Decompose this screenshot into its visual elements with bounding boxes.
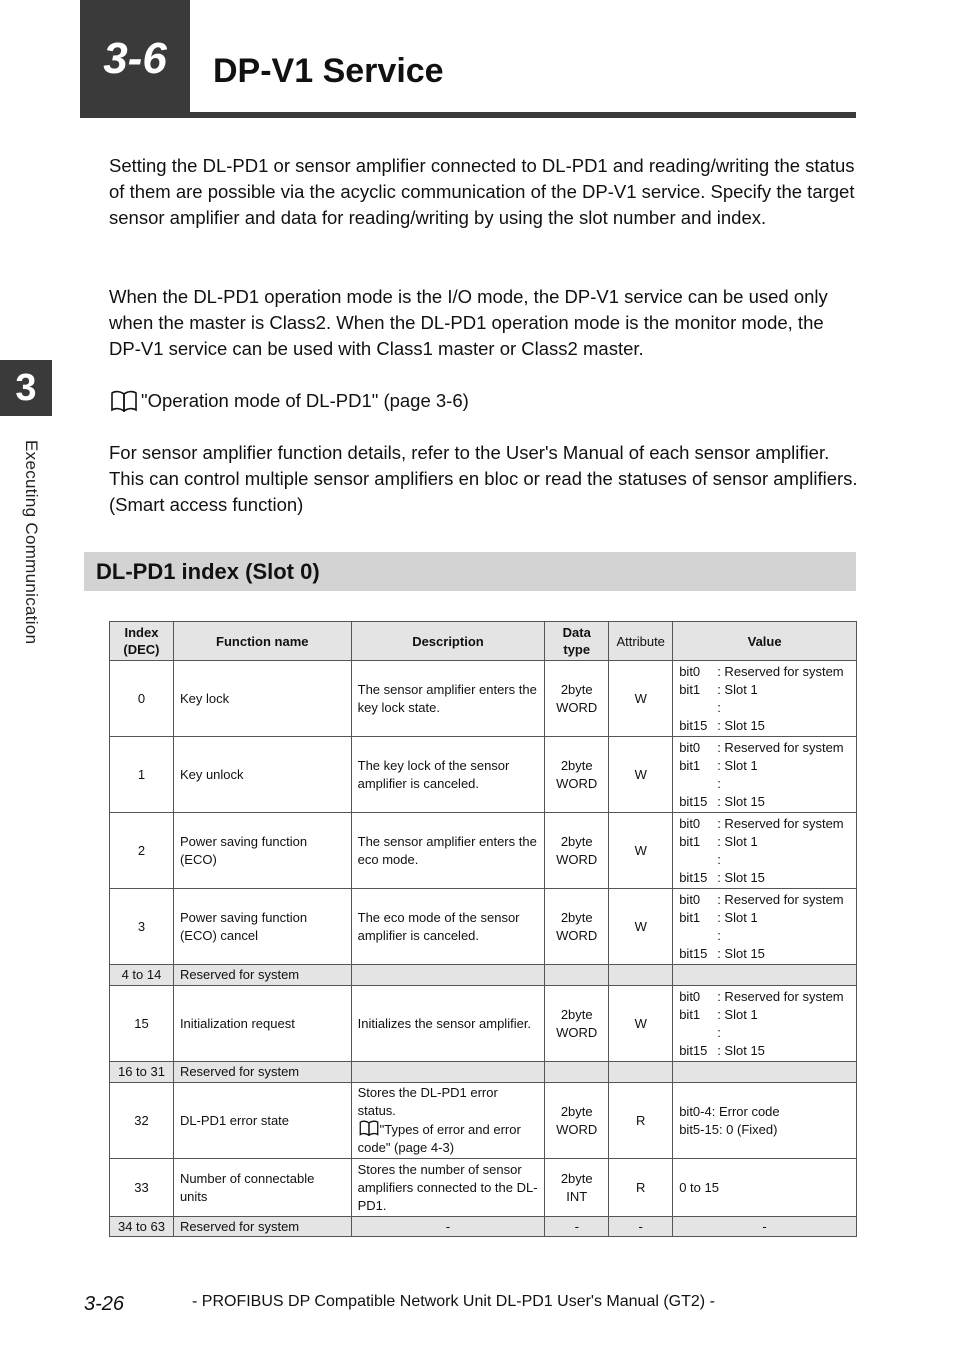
book-icon (109, 390, 139, 412)
cell-function: Initialization request (173, 986, 351, 1062)
cell-function: Power saving function (ECO) cancel (173, 889, 351, 965)
cell-function: Key unlock (173, 737, 351, 813)
cell-index: 1 (110, 737, 174, 813)
cell-function: Reserved for system (173, 1217, 351, 1237)
table-row (110, 737, 857, 813)
cell-data-type: - (545, 1217, 609, 1237)
header-index: Index (DEC) (110, 622, 174, 661)
cell-data-type: 2byte WORD (545, 737, 609, 813)
intro-paragraph: Setting the DL-PD1 or sensor amplifier connected to DL-PD1 and reading/writing the status of them are possible via the acyclic communication of the DP-V1 service. Specify the target sensor amplifier and data for reading/writing by using the slot number and index. (109, 155, 855, 228)
cell-value (673, 1062, 857, 1083)
cell-value: bit0 : Reserved for system bit1 : Slot 1 : bit15 : Slot 15 (673, 737, 857, 813)
header-attribute: Attribute (609, 622, 673, 661)
cell-value: bit0 : Reserved for system bit1 : Slot 1 : bit15 : Slot 15 (673, 661, 857, 737)
cell-function: Power saving function (ECO) (173, 813, 351, 889)
cell-description: The key lock of the sensor amplifier is canceled. (351, 737, 545, 813)
cell-value: - (673, 1217, 857, 1237)
cell-function: Number of connectable units (173, 1159, 351, 1217)
header-description: Description (351, 622, 545, 661)
cell-value (673, 965, 857, 986)
chapter-number: 3-6 (103, 34, 167, 83)
book-icon (358, 1120, 380, 1136)
cell-function: DL-PD1 error state (173, 1083, 351, 1159)
reference-text: "Operation mode of DL-PD1" (page 3-6) (141, 390, 469, 411)
cell-value: bit0 : Reserved for system bit1 : Slot 1 : bit15 : Slot 15 (673, 986, 857, 1062)
cell-value: bit0-4: Error code bit5-15: 0 (Fixed) (673, 1083, 857, 1159)
cell-data-type: 2byte WORD (545, 813, 609, 889)
header-data-type: Data type (545, 622, 609, 661)
cell-data-type (545, 1062, 609, 1083)
table-row (110, 986, 857, 1062)
table-row-reserved (110, 1062, 857, 1083)
cell-function: Reserved for system (173, 965, 351, 986)
cell-attribute (609, 1062, 673, 1083)
cell-attribute: W (609, 813, 673, 889)
cell-description: Stores the DL-PD1 error status. "Types of error and error code" (page 4-3) (351, 1083, 545, 1159)
cell-index: 33 (110, 1159, 174, 1217)
section-heading-bar (84, 552, 856, 591)
cell-data-type: 2byte INT (545, 1159, 609, 1217)
cell-index: 4 to 14 (110, 965, 174, 986)
page-title: DP-V1 Service (213, 52, 444, 90)
header-function-name: Function name (173, 622, 351, 661)
cell-description: The sensor amplifier enters the eco mode. (351, 813, 545, 889)
cell-index: 2 (110, 813, 174, 889)
side-chapter-label: Executing Communication (22, 440, 41, 645)
cell-data-type: 2byte WORD (545, 986, 609, 1062)
section-title: DL-PD1 index (Slot 0) (96, 558, 320, 584)
chapter-side-tab (0, 360, 52, 416)
cell-description: The sensor amplifier enters the key lock state. (351, 661, 545, 737)
error-code-reference[interactable]: "Types of error and error code" (page 4-3) (357, 1122, 521, 1155)
smart-access-paragraph: For sensor amplifier function details, refer to the User's Manual of each sensor amplifier. This can control multiple sensor amplifiers en bloc or read the statuses of sensor amplifiers. (Smart access function) (109, 442, 858, 515)
cell-function: Key lock (173, 661, 351, 737)
page-number: 3-26 (84, 1293, 125, 1315)
cell-index: 16 to 31 (110, 1062, 174, 1083)
cell-index: 32 (110, 1083, 174, 1159)
cell-index: 0 (110, 661, 174, 737)
cell-attribute: W (609, 737, 673, 813)
header-value: Value (673, 622, 857, 661)
cell-data-type: 2byte WORD (545, 661, 609, 737)
table-header-row (110, 622, 857, 661)
cell-attribute: - (609, 1217, 673, 1237)
cell-index: 34 to 63 (110, 1217, 174, 1237)
cell-value: 0 to 15 (673, 1159, 857, 1217)
cell-attribute: W (609, 661, 673, 737)
cell-function: Reserved for system (173, 1062, 351, 1083)
table-row (110, 813, 857, 889)
side-tab-number: 3 (15, 366, 37, 409)
cell-description: Stores the number of sensor amplifiers connected to the DL-PD1. (351, 1159, 545, 1217)
cell-value: bit0 : Reserved for system bit1 : Slot 1 : bit15 : Slot 15 (673, 889, 857, 965)
chapter-number-box (80, 0, 190, 118)
header-rule (80, 112, 856, 118)
cell-value: bit0 : Reserved for system bit1 : Slot 1 : bit15 : Slot 15 (673, 813, 857, 889)
cell-description: The eco mode of the sensor amplifier is canceled. (351, 889, 545, 965)
table-row (110, 889, 857, 965)
cell-description: - (351, 1217, 545, 1237)
index-table (109, 621, 857, 1237)
table-row (110, 1083, 857, 1159)
cell-index: 3 (110, 889, 174, 965)
table-row (110, 661, 857, 737)
table-row (110, 1159, 857, 1217)
cell-attribute: W (609, 889, 673, 965)
operation-mode-paragraph: When the DL-PD1 operation mode is the I/O mode, the DP-V1 service can be used only when the master is Class2. When the DL-PD1 operation mode is the monitor mode, the DP-V1 service can be used with Class1 master or Class2 master. (109, 286, 828, 359)
cell-data-type (545, 965, 609, 986)
cell-attribute: R (609, 1159, 673, 1217)
table-row-reserved (110, 1217, 857, 1237)
cell-attribute (609, 965, 673, 986)
reference-link[interactable] (109, 388, 859, 414)
cell-description (351, 965, 545, 986)
cell-description: Initializes the sensor amplifier. (351, 986, 545, 1062)
cell-attribute: W (609, 986, 673, 1062)
cell-data-type: 2byte WORD (545, 1083, 609, 1159)
cell-index: 15 (110, 986, 174, 1062)
cell-data-type: 2byte WORD (545, 889, 609, 965)
footer-text: - PROFIBUS DP Compatible Network Unit DL-PD1 User's Manual (GT2) - (192, 1293, 715, 1310)
cell-attribute: R (609, 1083, 673, 1159)
table-row-reserved (110, 965, 857, 986)
cell-description (351, 1062, 545, 1083)
